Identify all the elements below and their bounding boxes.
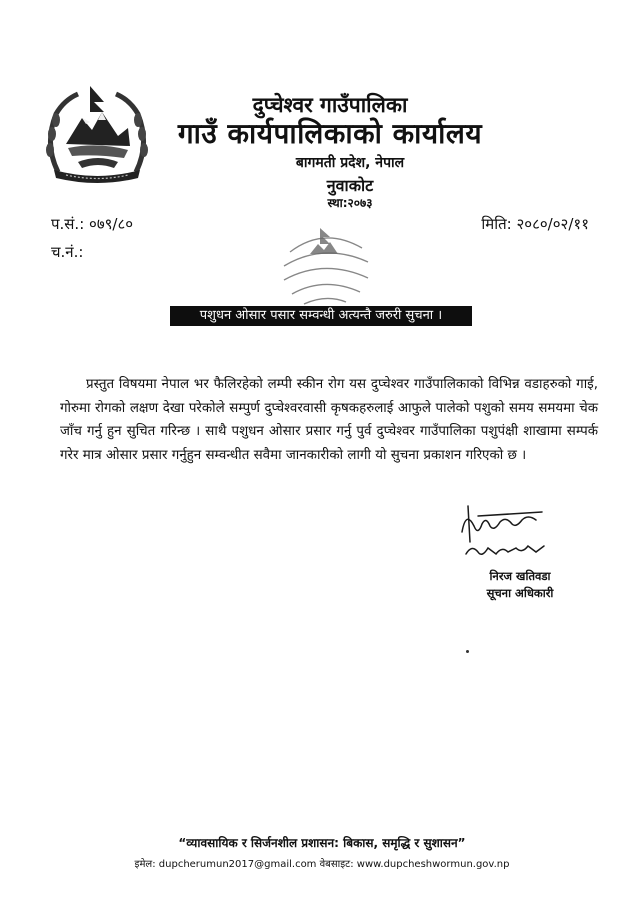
notice-title: पशुधन ओसार पसार सम्वन्धी अत्यन्तै जरुरी सुचना । bbox=[170, 306, 472, 326]
signatory-title: सूचना अधिकारी bbox=[486, 586, 554, 600]
handwritten-signature bbox=[452, 502, 552, 566]
district-line: नुवाकोट bbox=[326, 176, 374, 195]
reference-number: प.सं.: ०७९/८० bbox=[51, 215, 134, 233]
website-url[interactable]: www.dupcheshwormun.gov.np bbox=[356, 859, 510, 870]
scan-speck bbox=[466, 650, 469, 653]
website-label: वेबसाइट: bbox=[319, 859, 354, 870]
email-address[interactable]: dupcherumun2017@gmail.com bbox=[158, 859, 317, 870]
province-line: बागमती प्रदेश, नेपाल bbox=[295, 155, 405, 171]
established-line: स्था:२०७३ bbox=[327, 196, 373, 210]
footer-contact bbox=[60, 856, 584, 870]
signatory-block bbox=[470, 568, 570, 602]
office-title: गाउँ कार्यपालिकाको कार्यालय bbox=[177, 117, 483, 150]
signatory-name: निरज खतिवडा bbox=[489, 569, 551, 583]
email-label: इमेल: bbox=[134, 859, 156, 870]
footer-slogan: “व्यावसायिक र सिर्जनशील प्रशासन: बिकास, समृद्धि र सुशासन” bbox=[178, 836, 466, 850]
dispatch-number: च.नं.: bbox=[51, 243, 84, 261]
nepal-emblem-logo bbox=[38, 84, 156, 184]
letter-date: मिति: २०८०/०२/११ bbox=[481, 215, 589, 233]
notice-body: प्रस्तुत विषयमा नेपाल भर फैलिरहेको लम्पी स्कीन रोग यस दुप्चेश्वर गाउँपालिकाको विभिन्न वडाहरुको गाई, गोरुमा रोगको लक्षण देखा परेकोले सम्पुर्ण दुप्चेश्वरवासी कृषकहरुलाई आफुले पालेको पशुको समय समयमा चेक जाँच गर्नु हुन सुचित गरिन्छ । साथै पशुधन ओसार प्रसार गर्नु पुर्व दुप्चेश्वर गाउँपालिका पशुपंक्षी शाखामा सम्पर्क गरेर मात्र ओसार प्रसार गर्नुहुन सम्वन्धीत सवैमा जानकारीको लागी यो सुचना प्रकाशन गरिएको छ । bbox=[60, 377, 598, 463]
office-stamp bbox=[270, 222, 378, 312]
municipality-name: दुप्चेश्वर गाउँपालिका bbox=[252, 93, 408, 117]
